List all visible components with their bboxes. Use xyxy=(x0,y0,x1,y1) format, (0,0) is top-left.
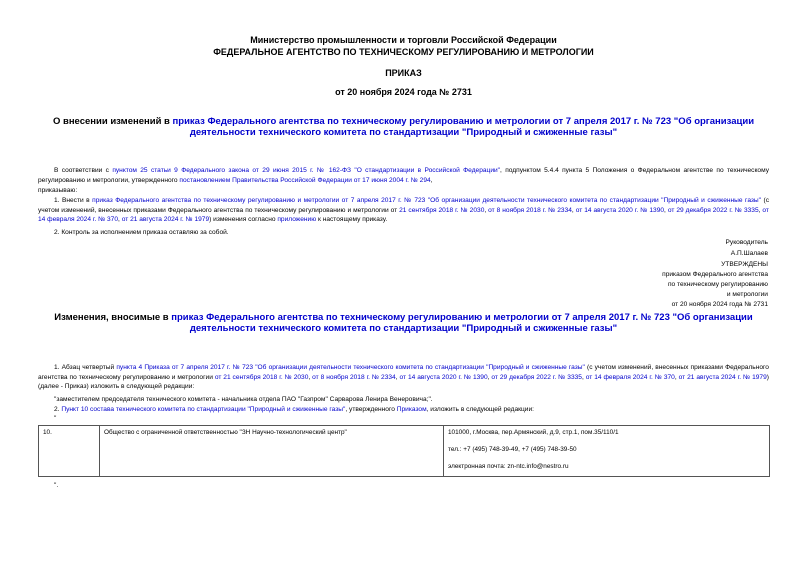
item-2-paragraph: 2. Контроль за исполнением приказа оставляю за собой. xyxy=(54,229,229,236)
preamble-text: , xyxy=(430,176,433,184)
agency-name: ФЕДЕРАЛЬНОЕ АГЕНТСТВО ПО ТЕХНИЧЕСКОМУ РЕГУЛИРОВАНИЮ И МЕТРОЛОГИИ xyxy=(213,47,594,57)
signature-position: Руководитель xyxy=(725,239,768,246)
quote-open: " xyxy=(54,415,57,422)
approved-line: приказом Федерального агентства xyxy=(662,271,768,278)
committee-link[interactable]: Пункт 10 состава технического комитета по стандартизации "Природный и сжиженные газы" xyxy=(61,406,346,413)
amendment-link[interactable]: от 14 февраля 2024 г. № 370 xyxy=(38,206,769,224)
org-address: 101000, г.Москва, пер.Армянский, д.9, стр.1, пом.35/110/1 xyxy=(448,429,619,436)
item-text: (с учетом изменений, внесенных приказами Федерального агентства по техническому регулированию и метрологии от xyxy=(38,197,769,214)
amendment-link[interactable]: от 21 августа 2024 г. № 1979 xyxy=(678,373,767,381)
law-link[interactable]: пунктом 25 статьи 9 Федерального закона от 29 июня 2015 г. № 162-ФЗ "О стандартизации в Российской Федерации" xyxy=(112,167,501,174)
preamble-text: , подпунктом 5.4.4 пункта 5 Положения о Федеральном агентстве по техническому регулированию и метрологии, утвержденного xyxy=(38,167,770,184)
amendment-link[interactable]: от 29 декабря 2022 г. № 3335 xyxy=(491,373,582,381)
amendment-link[interactable]: 21 сентября 2018 г. № 2030 xyxy=(399,206,485,214)
cell-number: 10. xyxy=(39,426,100,477)
approved-stamp: УТВЕРЖДЕНЫ xyxy=(721,261,768,268)
org-phone: тел.: +7 (495) 748-39-49, +7 (495) 748-39-50 xyxy=(448,446,577,453)
amendment-link[interactable]: от 29 декабря 2022 г. № 3335 xyxy=(667,206,759,214)
quote-paragraph-1: "заместителем председателя технического комитета - начальника отдела ПАО "Газпром" Сарварова Ленира Венеровича;". xyxy=(54,396,433,403)
annex-item-1-paragraph xyxy=(38,363,769,392)
ministry-name: Министерство промышленности и торговли Российской Федерации xyxy=(250,35,557,45)
title-prefix: О внесении изменений в xyxy=(52,116,173,127)
approved-date: от 20 ноября 2024 года № 2731 xyxy=(671,301,768,308)
preamble-paragraph xyxy=(38,166,769,185)
item-text: (с учетом изменений, внесенных приказами Федерального агентства по техническому регулированию и метрологии xyxy=(38,364,769,381)
document-date-number: от 20 ноября 2024 года № 2731 xyxy=(335,87,472,97)
order-link[interactable]: пункта 4 Приказа от 7 апреля 2017 г. № 723 "Об организации деятельности технического комитета по стандартизации "Природный и сжиженные газы" xyxy=(116,364,585,371)
separator: , xyxy=(118,216,122,224)
order-word: приказываю: xyxy=(38,187,78,194)
annex-title xyxy=(40,312,767,334)
item-text: ) изменения согласно xyxy=(209,216,278,224)
item-text: 1. Внести в xyxy=(54,197,93,204)
amendment-link[interactable]: от 14 августа 2020 г. № 1390 xyxy=(575,206,665,214)
approved-line: по техническому регулированию xyxy=(667,281,768,288)
separator: , xyxy=(571,206,576,214)
document-type: ПРИКАЗ xyxy=(385,68,422,78)
amendment-link[interactable]: от 21 августа 2024 г. № 1979 xyxy=(121,216,210,224)
annex-title-prefix: Изменения, вносимые в xyxy=(54,312,172,323)
appendix-link[interactable]: приложению xyxy=(277,216,317,224)
quote-close: ". xyxy=(54,482,59,489)
decree-link[interactable]: постановлением Правительства Российской Федерации от 17 июня 2004 г. № 294 xyxy=(179,176,431,184)
item-1-paragraph xyxy=(38,196,769,225)
document-title xyxy=(40,116,767,138)
separator: , xyxy=(484,206,489,214)
separator: , xyxy=(758,206,763,214)
item-text: 1. Абзац четвертый xyxy=(54,364,117,371)
item-text: , изложить в следующей редакции: xyxy=(426,406,535,413)
annex-item-2-paragraph xyxy=(54,405,534,415)
order-link[interactable]: приказ Федерального агентства по техническому регулированию и метрологии от 7 апреля 2017 г. № 723 "Об организации деятельности технического комитета по стандартизации "Природный и сжиженные газы" xyxy=(92,197,762,204)
amendment-link[interactable]: от 8 ноября 2018 г. № 2334 xyxy=(312,373,396,381)
org-email: электронная почта: zn-ntc.info@nestro.ru xyxy=(448,463,569,470)
item-text: ) (далее - Приказ) изложить в следующей редакции: xyxy=(38,373,769,391)
item-text: к настоящему приказу. xyxy=(316,216,388,224)
separator: , xyxy=(674,373,679,381)
separator: , xyxy=(487,373,492,381)
committee-table xyxy=(38,425,770,477)
amendment-link[interactable]: от 21 сентября 2018 г. № 2030 xyxy=(214,373,309,381)
separator: , xyxy=(308,373,313,381)
separator: , xyxy=(664,206,668,214)
item-text: , утвержденного xyxy=(345,406,397,413)
amendment-link[interactable]: от 14 февраля 2024 г. № 370 xyxy=(585,373,675,381)
cell-organization: Общество с ограниченной ответственностью "ЗН Научно-технологический центр" xyxy=(100,426,444,477)
item-text: 2. xyxy=(54,406,62,413)
order-short-link[interactable]: Приказом xyxy=(396,406,427,413)
preamble-text: В соответствии с xyxy=(54,167,113,174)
separator: , xyxy=(581,373,586,381)
annex-title-link[interactable]: приказ Федерального агентства по техническому регулированию и метрологии от 7 апреля 2017 г. № 723 "Об организации деятельности технического комитета по стандартизации "Природный и сжиженные газы" xyxy=(171,312,753,334)
cell-contacts xyxy=(444,426,770,477)
title-link[interactable]: приказ Федерального агентства по техническому регулированию и метрологии от 7 апреля 2017 г. № 723 "Об организации деятельности технического комитета по стандартизации "Природный и сжиженные газы" xyxy=(172,116,755,138)
approved-line: и метрологии xyxy=(726,291,768,298)
amendment-link[interactable]: от 8 ноября 2018 г. № 2334 xyxy=(488,206,572,214)
table-row xyxy=(39,426,770,477)
signature-name: А.П.Шалаев xyxy=(730,250,768,257)
amendment-link[interactable]: от 14 августа 2020 г. № 1390 xyxy=(399,373,488,381)
separator: , xyxy=(395,373,400,381)
